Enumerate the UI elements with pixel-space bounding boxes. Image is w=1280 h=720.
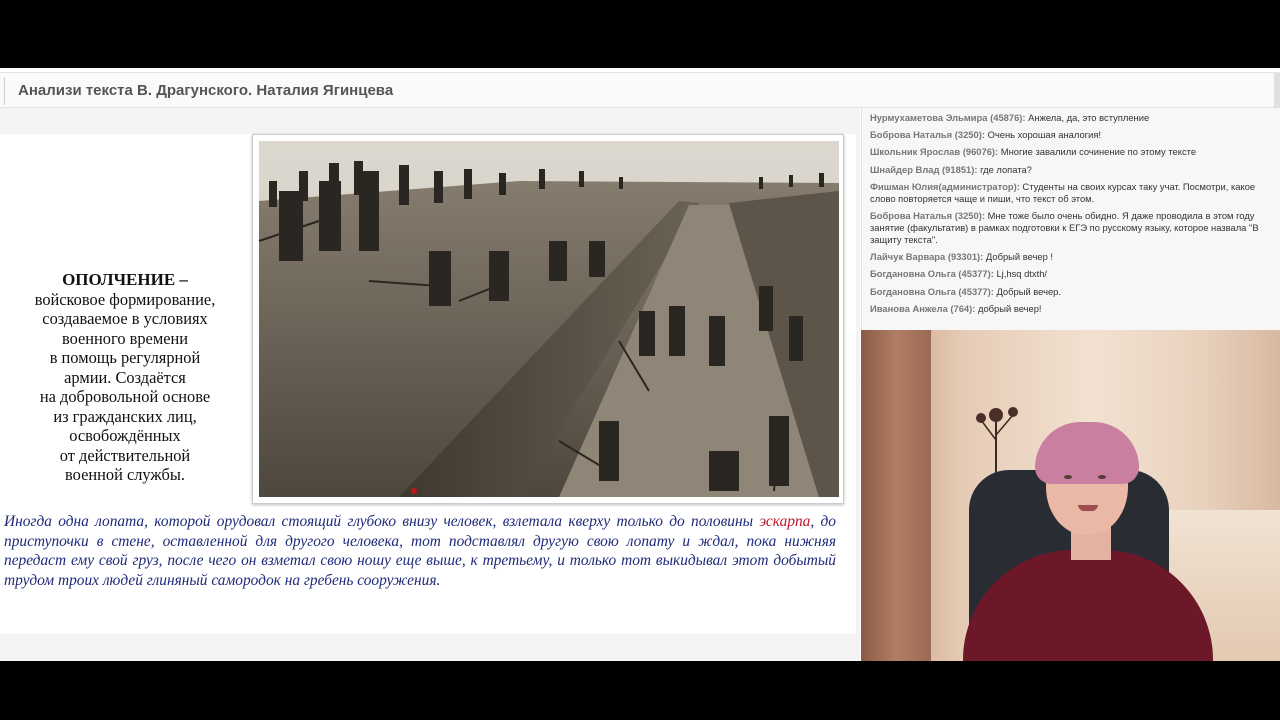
chat-author: Школьник Ярослав (96076):: [870, 146, 999, 158]
slide-definition-line: на добровольной основе: [39, 387, 211, 406]
chat-message: [870, 251, 1272, 263]
presentation-area: [0, 108, 860, 661]
slide-definition-line: из гражданских лиц,: [53, 406, 197, 426]
conference-app: [0, 68, 1280, 661]
chat-message: [870, 303, 1272, 315]
chat-text: Добрый вечер !: [983, 251, 1054, 263]
flower-decoration-icon: [971, 390, 1021, 480]
slide-definition-line: в помощь регулярной: [49, 348, 201, 367]
chat-message: [870, 129, 1272, 141]
video-letterbox-bottom: [0, 661, 1280, 720]
chat-text: Многие завалили сочинение по этому тексте: [998, 146, 1197, 158]
chat-message: [870, 286, 1272, 298]
slide-definition-line: освобождённых: [69, 426, 181, 445]
chat-text: добрый вечер!: [975, 302, 1042, 314]
chat-text: Студенты на своих курсах таку учат. Посмотри, какое слово повторяется чаще и пиши, что текст об этом.: [870, 180, 1256, 204]
slide-definition-line: создаваемое в условиях: [42, 309, 208, 328]
presentation-slide: [0, 134, 856, 634]
quote-before: Иногда одна лопата, которой орудовал стоящий глубоко внизу человек, взлетала кверху только до половины: [4, 513, 760, 530]
chat-text: Lj,hsq dtxth/: [993, 268, 1048, 280]
presenter-webcam: [861, 330, 1280, 661]
quote-after: , до приступочки в стене, оставленной для другого человека, тот подставлял другую свою лопату и ждал, пока нижняя передаст ему свой груз, после чего он взметал свою ношу еще выше, к третьему, и только тот выкидывал этот добытый трудом троих людей глиняный самородок на гребень сооружения.: [4, 513, 836, 589]
chat-text: Мне тоже было очень обидно. Я даже проводила в этом году занятие (факультатив) в рамках подготовки к ЕГЭ по русскому языку, которое назвала "В защиту текста".: [870, 209, 1259, 245]
presenter-eye: [1064, 475, 1072, 479]
chat-author: Богдановна Ольга (45377):: [870, 268, 994, 280]
chat-message: [870, 164, 1272, 176]
slide-definition-line: военной службы.: [65, 465, 185, 484]
chat-author: Нурмухаметова Эльмира (45876):: [870, 112, 1026, 123]
slide-quote-text: [4, 512, 836, 590]
presenter-eye: [1098, 475, 1106, 479]
slide-definition-line: войсковое формирование,: [34, 289, 216, 309]
slide-definition-line: от действительной: [59, 445, 191, 465]
page-title: Анализи текста В. Драгунского. Наталия Ягинцева: [18, 82, 394, 99]
chat-author: Боброва Наталья (3250):: [870, 129, 985, 141]
title-bar: [0, 72, 1280, 108]
chat-author: Богдановна Ольга (45377):: [870, 285, 994, 297]
slide-definition-heading: ОПОЛЧЕНИЕ –: [62, 270, 188, 289]
chat-message: [870, 268, 1272, 280]
slide-photo-frame: [252, 134, 844, 504]
scrollbar[interactable]: [1274, 73, 1280, 109]
video-letterbox-top: [0, 0, 1280, 68]
webcam-curtain: [861, 330, 931, 661]
title-bar-edge: [4, 77, 5, 105]
chat-message: [870, 210, 1272, 246]
chat-panel: [861, 108, 1280, 330]
chat-message: [870, 146, 1272, 158]
presenter-mouth: [1078, 505, 1098, 511]
chat-author: Шнайдер Влад (91851):: [870, 163, 978, 175]
chat-author: Лайчук Варвара (93301):: [870, 251, 984, 263]
slide-definition-text: [0, 270, 250, 485]
chat-author: Иванова Анжела (764):: [870, 302, 976, 314]
trench-photo-illustration: [259, 141, 839, 497]
presenter-hair: [1035, 422, 1139, 484]
slide-definition-line: армии. Создаётся: [64, 367, 186, 387]
quote-highlight: эскарпа: [759, 513, 811, 530]
chat-author: Фишман Юлия(администратор):: [870, 180, 1020, 192]
chat-text: Анжела, да, это вступление: [1025, 112, 1150, 123]
chat-message: [870, 112, 1272, 124]
slide-definition-line: военного времени: [61, 328, 189, 348]
chat-text: где лопата?: [977, 163, 1032, 175]
trench-digging-photo: [259, 141, 839, 497]
chat-message: [870, 181, 1272, 205]
chat-text: Добрый вечер.: [993, 285, 1061, 297]
chat-text: Очень хорошая аналогия!: [984, 129, 1102, 141]
chat-author: Боброва Наталья (3250):: [870, 209, 985, 221]
